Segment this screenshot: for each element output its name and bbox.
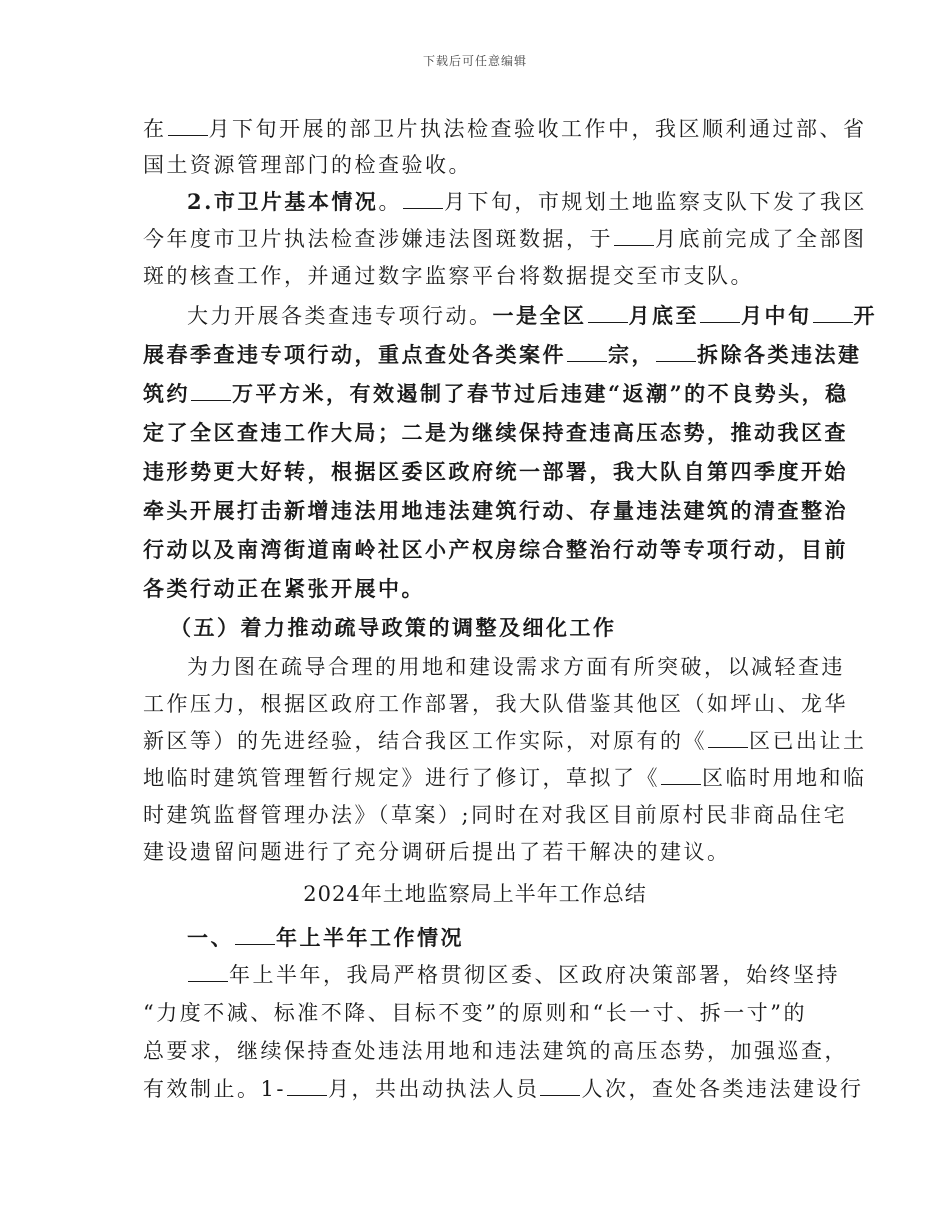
paragraph-line: “力度不减、标准不降、目标不变”的原则和“长一寸、拆一寸”的 <box>143 1001 807 1025</box>
fill-blank <box>708 725 748 748</box>
fill-blank <box>567 339 607 362</box>
fill-blank <box>813 300 853 323</box>
paragraph-line: 在 月下旬开展的部卫片执法检查验收工作中，我区顺利通过部、省 <box>143 111 813 147</box>
document-title: 2024年土地监察局上半年工作总结 <box>303 882 647 906</box>
paragraph-line: 今年度市卫片执法检查涉嫌违法图斑数据，于 月底前完成了全部图 <box>143 221 813 257</box>
paragraph-line: 违形势更大好转，根据区委区政府统一部署，我大队自第四季度开始 <box>143 459 848 484</box>
paragraph-line: 为力图在疏导合理的用地和建设需求方面有所突破，以减轻查违 <box>187 655 845 679</box>
paragraph-line: 定了全区查违工作大局；二是为继续保持查违高压态势，推动我区查 <box>143 420 848 445</box>
fill-blank <box>403 186 443 209</box>
fill-blank <box>287 1073 327 1096</box>
paragraph-line: 地临时建筑管理暂行规定》进行了修订，草拟了《 区临时用地和临 <box>143 760 813 796</box>
paragraph-line: 展春季查违专项行动，重点查处各类案件 宗， 拆除各类违法建 <box>143 337 813 373</box>
fill-blank <box>191 378 231 401</box>
fill-blank <box>188 959 228 982</box>
fill-blank <box>168 113 208 136</box>
subheading: 2.市卫片基本情况 <box>187 189 379 214</box>
fill-blank <box>235 922 275 945</box>
paragraph-line: 筑约 万平方米，有效遏制了春节过后违建“返潮”的不良势头，稳 <box>143 376 813 412</box>
paragraph-line: 牵头开展打击新增违法用地违法建筑行动、存量违法建筑的清查整治 <box>143 498 848 523</box>
paragraph-line: 工作压力，根据区政府工作部署，我大队借鉴其他区（如坪山、龙华 <box>143 692 848 716</box>
fill-blank <box>661 762 701 785</box>
section-heading: 一、 年上半年工作情况 <box>187 920 813 956</box>
paragraph-line: 时建筑监督管理办法》（草案）;同时在对我区目前原村民非商品住宅 <box>143 803 848 827</box>
fill-blank <box>540 1073 580 1096</box>
paragraph-line: 国土资源管理部门的检查验收。 <box>143 153 472 177</box>
header-note: 下载后可任意编辑 <box>422 54 527 68</box>
paragraph-line: 新区等）的先进经验，结合我区工作实际，对原有的《 区已出让土 <box>143 723 813 759</box>
paragraph-line: 各类行动正在紧张开展中。 <box>143 576 425 601</box>
fill-blank <box>700 300 740 323</box>
fill-blank <box>588 300 628 323</box>
paragraph-line: 建设遗留问题进行了充分调研后提出了若干解决的建议。 <box>143 840 731 864</box>
paragraph-line: 大力开展各类查违专项行动。一是全区 月底至 月中旬 开 <box>187 298 813 334</box>
subsection-line: 2.市卫片基本情况。 月下旬，市规划土地监察支队下发了我区 <box>187 184 813 220</box>
fill-blank <box>656 339 696 362</box>
paragraph-line: 斑的核查工作，并通过数字监察平台将数据提交至市支队。 <box>143 264 754 288</box>
paragraph-line: 行动以及南湾街道南岭社区小产权房综合整治行动等专项行动，目前 <box>143 537 848 562</box>
paragraph-line: 总要求，继续保持查处违法用地和违法建筑的高压态势，加强巡查， <box>143 1039 848 1063</box>
fill-blank <box>614 223 654 246</box>
paragraph-line: 有效制止。1- 月，共出动执法人员 人次，查处各类违法建设行 <box>143 1071 813 1107</box>
paragraph-line: 年上半年，我局严格贯彻区委、区政府决策部署，始终坚持 <box>187 957 813 993</box>
section-heading: （五）着力推动疏导政策的调整及细化工作 <box>170 615 617 640</box>
